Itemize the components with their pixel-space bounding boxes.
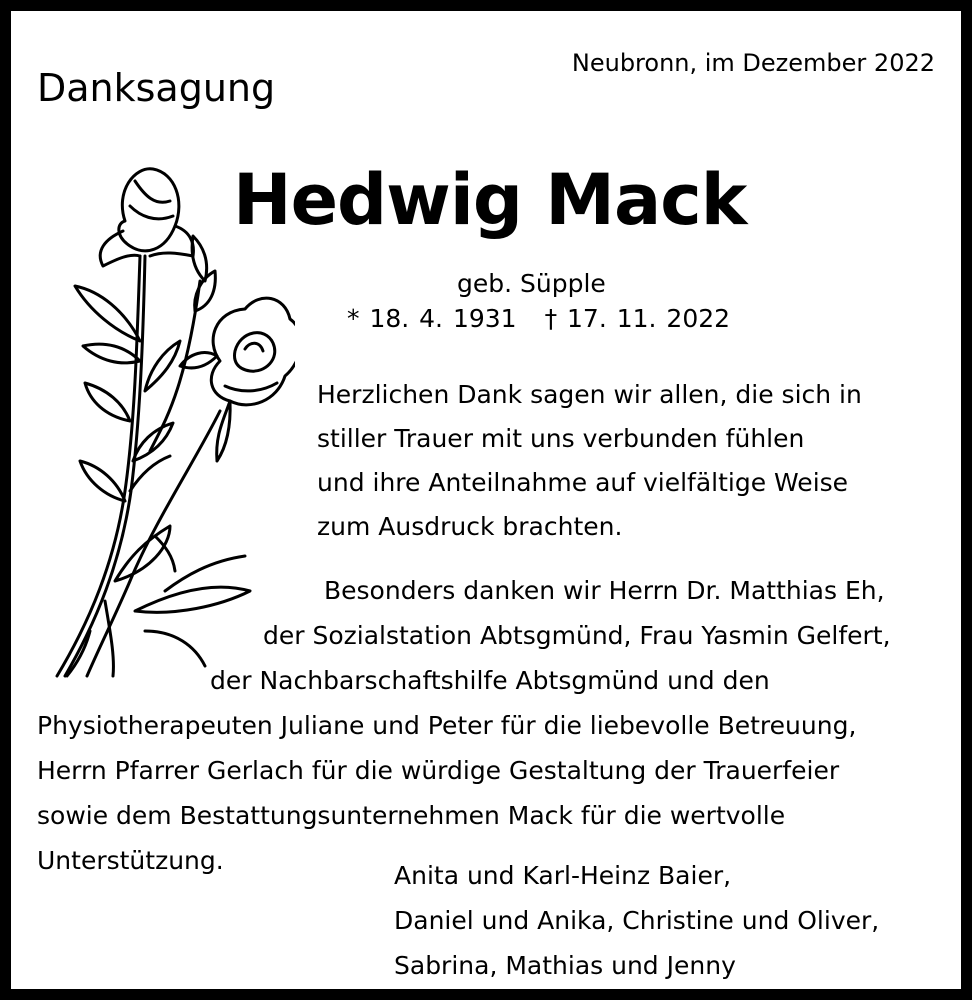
maiden-name: geb. Süpple (457, 269, 606, 298)
text-line: und ihre Anteilnahme auf vielfältige Weise (317, 468, 849, 497)
text-line: Unterstützung. (37, 846, 224, 875)
text-line: sowie dem Bestattungsunternehmen Mack für die wertvolle (37, 801, 786, 830)
signature-line: Sabrina, Mathias und Jenny (394, 951, 736, 980)
signatures (394, 853, 879, 988)
place-date: Neubronn, im Dezember 2022 (571, 49, 935, 77)
thanks-paragraph (317, 373, 862, 549)
death-date: † 17. 11. 2022 (544, 304, 731, 333)
text-line: stiller Trauer mit uns verbunden fühlen (317, 424, 805, 453)
special-thanks-paragraph (37, 568, 942, 883)
text-line: Herzlichen Dank sagen wir allen, die sich in (317, 380, 862, 409)
signature-line: Anita und Karl-Heinz Baier, (394, 861, 732, 890)
text-line: Herrn Pfarrer Gerlach für die würdige Gestaltung der Trauerfeier (37, 756, 840, 785)
text-line: Physiotherapeuten Juliane und Peter für die liebevolle Betreuung, (37, 711, 857, 740)
signature-line: Daniel und Anika, Christine und Oliver, (394, 906, 880, 935)
birth-date: * 18. 4. 1931 (347, 304, 517, 333)
text-line: Besonders danken wir Herrn Dr. Matthias Eh, (324, 576, 885, 605)
text-line: der Nachbarschaftshilfe Abtsgmünd und den (210, 666, 770, 695)
text-line: der Sozialstation Abtsgmünd, Frau Yasmin Gelfert, (263, 621, 891, 650)
deceased-name: Hedwig Mack (233, 159, 747, 241)
text-line: zum Ausdruck brachten. (317, 512, 623, 541)
life-dates (347, 304, 730, 333)
heading: Danksagung (37, 66, 276, 110)
